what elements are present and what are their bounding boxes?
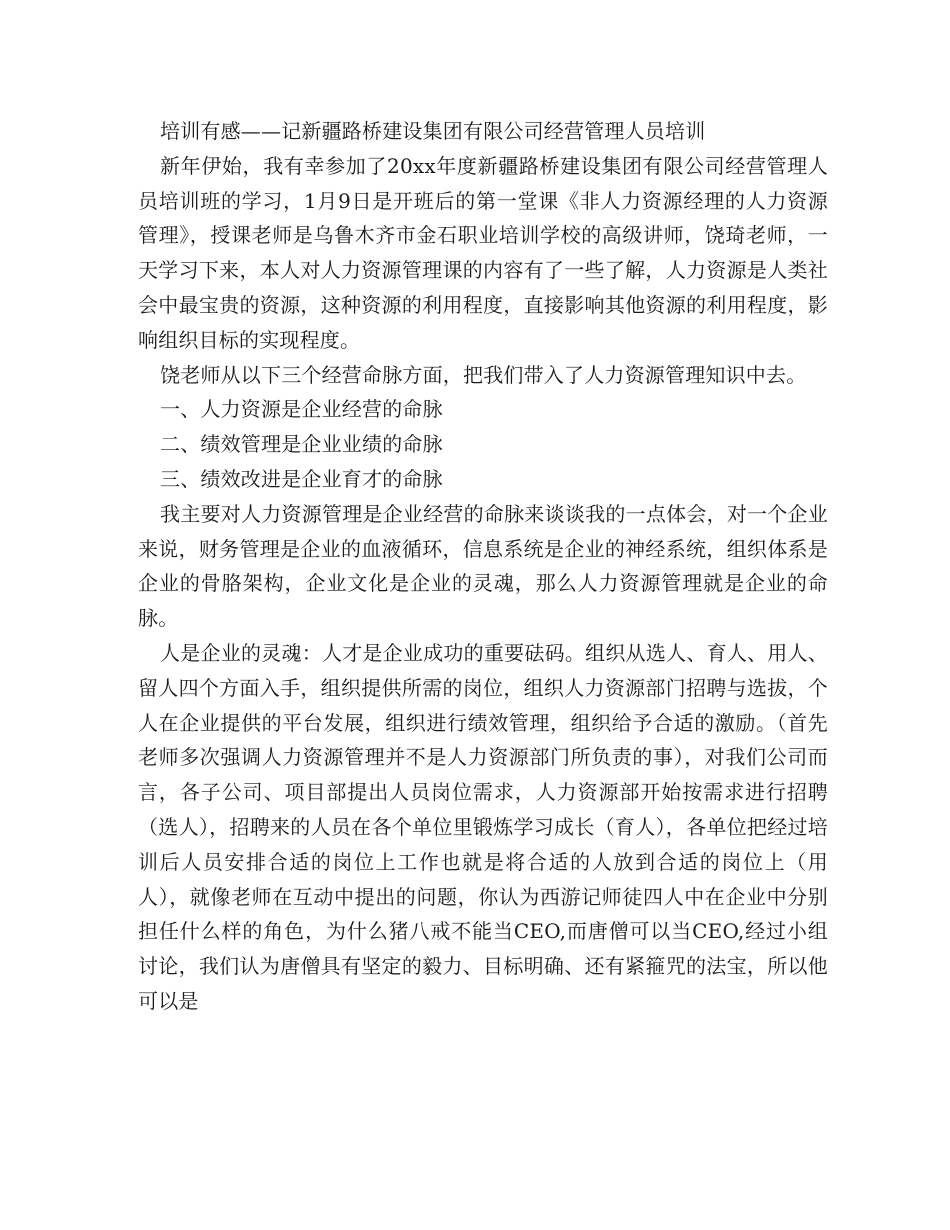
document-body [138,114,828,1019]
list-item: 三、绩效改进是企业育才的命脉 [160,466,443,491]
paragraph: 新年伊始，我有幸参加了20xx年度新疆路桥建设集团有限公司经营管理人员培训班的学习，1月9日是开班后的第一堂课《非人力资源经理的人力资源管理》，授课老师是乌鲁木齐市金石职业培训学校的高级讲师，饶琦老师，一天学习下来，本人对人力资源管理课的内容有了一些了解，人力资源是人类社会中最宝贵的资源，这种资源的利用程度，直接影响其他资源的利用程度，影响组织目标的实现程度。 [138,153,828,352]
list-item: 一、人力资源是企业经营的命脉 [160,397,443,422]
document-title: 培训有感——记新疆路桥建设集团有限公司经营管理人员培训 [160,119,706,143]
paragraph: 人是企业的灵魂：人才是企业成功的重要砝码。组织从选人、育人、用人、留人四个方面入手，组织提供所需的岗位，组织人力资源部门招聘与选拔，个人在企业提供的平台发展，组织进行绩效管理，组织给予合适的激励。（首先老师多次强调人力资源管理并不是人力资源部门所负责的事），对我们公司而言，各子公司、项目部提出人员岗位需求，人力资源部开始按需求进行招聘（选人），招聘来的人员在各个单位里锻炼学习成长（育人），各单位把经过培训后人员安排合适的岗位上工作也就是将合适的人放到合适的岗位上（用人），就像老师在互动中提出的问题，你认为西游记师徒四人中在企业中分别担任什么样的角色，为什么猪八戒不能当CEO,而唐僧可以当CEO,经过小组讨论，我们认为唐僧具有坚定的毅力、目标明确、还有紧箍咒的法宝，所以他可以是 [138,640,828,1013]
list-item: 二、绩效管理是企业业绩的命脉 [160,432,443,457]
paragraph: 我主要对人力资源管理是企业经营的命脉来谈谈我的一点体会，对一个企业来说，财务管理是企业的血液循环，信息系统是企业的神经系统，组织体系是企业的骨胳架构，企业文化是企业的灵魂，那么人力资源管理就是企业的命脉。 [138,501,828,631]
paragraph: 饶老师从以下三个经营命脉方面，把我们带入了人力资源管理知识中去。 [160,362,807,387]
